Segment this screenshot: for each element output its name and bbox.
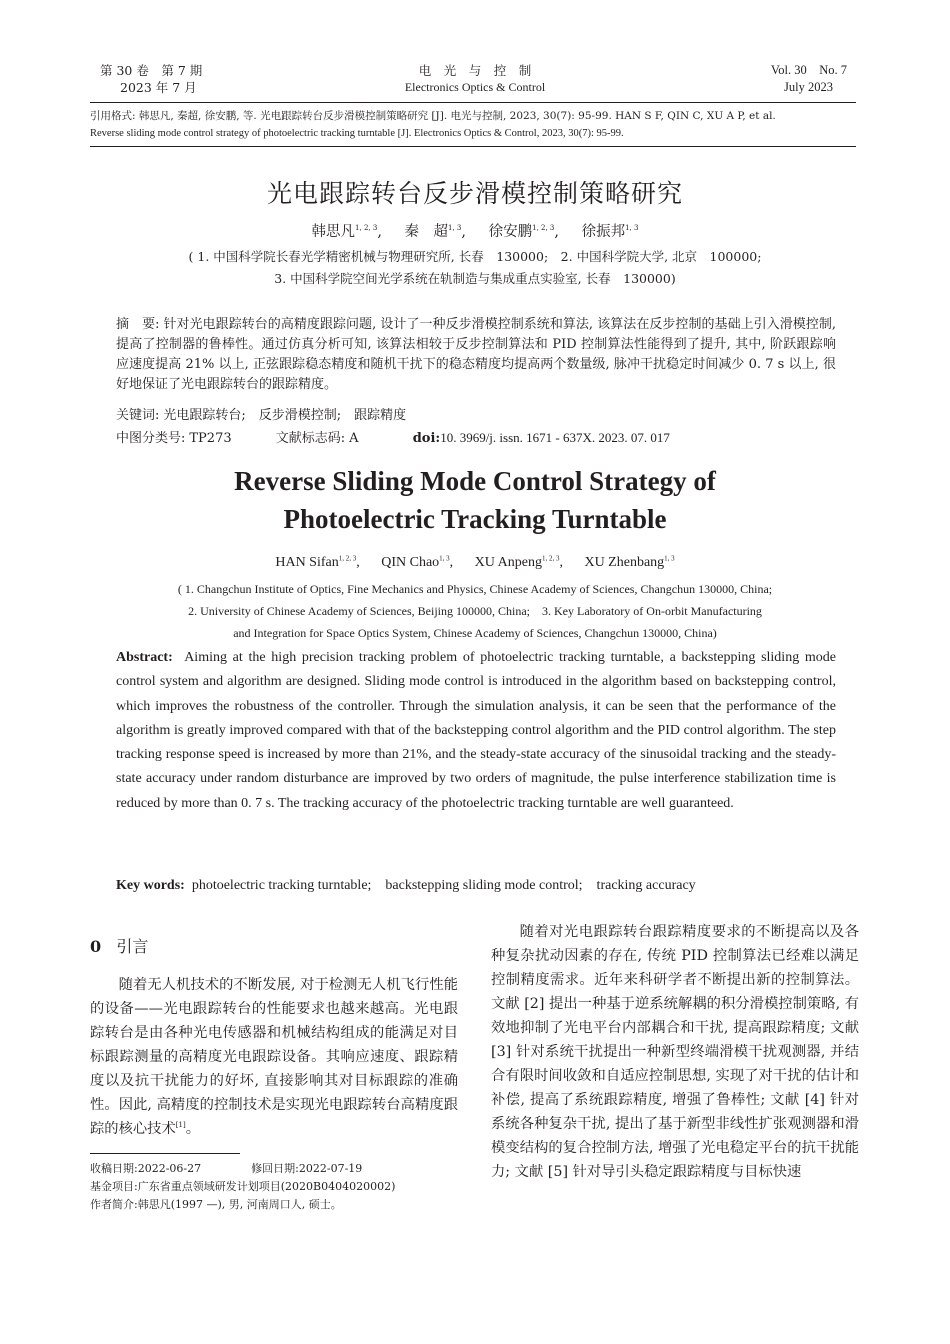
doi-value: 10. 3969/j. issn. 1671 - 637X. 2023. 07. 017 xyxy=(440,430,670,445)
footnote xyxy=(90,1160,458,1214)
footnote-bio: 作者简介:韩思凡(1997 —), 男, 河南周口人, 硕士。 xyxy=(90,1198,342,1211)
abstract-en-label: Abstract: xyxy=(116,650,173,665)
author-zh: 徐安鹏$^{1, 2, 3}$ xyxy=(488,224,555,240)
author-en: QIN Chao$^{1, 3}$ xyxy=(381,554,450,570)
clc-value: TP273 xyxy=(189,431,232,446)
keywords-en-label: Key words: xyxy=(116,878,185,893)
footnote-dates: 收稿日期:2022-06-27 修回日期:2022-07-19 xyxy=(90,1162,363,1175)
doc-code-label: 文献标志码: xyxy=(275,431,346,446)
page-title-zh: 光电跟踪转台反步滑模控制策略研究 xyxy=(266,179,683,208)
volume-issue: 第 30 卷 第 7 期 xyxy=(100,63,203,78)
abstract-zh-label: 摘 要: xyxy=(116,317,160,332)
header-rule xyxy=(90,102,856,103)
reference-marker: [1] xyxy=(175,1121,186,1130)
affiliations-en xyxy=(0,578,950,644)
abstract-en-text: Aiming at the high precision tracking problem of photoelectric tracking turntable, a backstepping sliding mode control system and algorithm are designed. Sliding mode control is introduced in the algorithm based on backstepping control, which improves the robustness of the controller. Through the simulation analysis, it can be seen that the performance of the algorithm is greatly improved compared with that of the backstepping control algorithm and the PID control algorithm. The step tracking response speed is increased by more than 21%, and the steady-state accuracy of the sinusoidal tracking and the steady-state accuracy under random disturbance are improved by two orders of magnitude, the pulse interference stabilization time is reduced by more than 0. 7 s. The tracking accuracy of the photoelectric tracking turntable are well guaranteed. xyxy=(116,650,837,811)
publish-date: 2023 年 7 月 xyxy=(120,80,197,95)
authors-en: HAN Sifan$^{1, 2, 3}$, QIN Chao$^{1, 3}$, XU Anpeng$^{1, 2, 3}$, XU Zhenbang$^{1, 3}$ xyxy=(275,554,675,570)
authors-zh: 韩思凡$^{1, 2, 3}$, 秦 超$^{1, 3}$, 徐安鹏$^{1, 2, 3}$, 徐振邦$^{1, 3}$ xyxy=(311,224,639,240)
affiliations-zh xyxy=(0,246,950,290)
abstract-zh xyxy=(116,315,836,395)
footnote-rule xyxy=(90,1153,240,1154)
keywords-zh xyxy=(116,406,836,426)
affiliation-zh-line: ( 1. 中国科学院长春光学精密机械与物理研究所, 长春 130000; 2. 中国科学院大学, 北京 100000; xyxy=(188,249,762,264)
title-en-line: Reverse Sliding Mode Control Strategy of xyxy=(234,466,716,496)
citation-rule xyxy=(90,146,856,147)
author-en: HAN Sifan$^{1, 2, 3}$ xyxy=(275,554,357,570)
page-title-en xyxy=(0,462,950,538)
doi-label: doi: xyxy=(412,431,441,446)
author-zh: 徐振邦$^{1, 3}$ xyxy=(581,224,639,240)
section-title: 引言 xyxy=(116,937,149,956)
footnote-fund: 基金项目:广东省重点领域研发计划项目(2020B0404020002) xyxy=(90,1180,396,1193)
header-right xyxy=(650,62,847,96)
header-left xyxy=(100,62,300,96)
keywords-en xyxy=(116,874,836,894)
affiliation-zh-line: 3. 中国科学院空间光学系统在轨制造与集成重点实验室, 长春 130000) xyxy=(274,271,676,286)
citation-line-1: 引用格式: 韩思凡, 秦超, 徐安鹏, 等. 光电跟踪转台反步滑模控制策略研究 [J]. 电光与控制, 2023, 30(7): 95-99. HAN S F, QIN C, XU A P, et al. xyxy=(90,110,776,122)
journal-name-en: Electronics Optics & Control xyxy=(404,80,546,94)
keywords-en-text: photoelectric tracking turntable; backstepping sliding mode control; tracking accuracy xyxy=(191,878,696,893)
affiliation-en-line: and Integration for Space Optics System, Chinese Academy of Sciences, Changchun 130000, China) xyxy=(233,626,717,640)
publish-date-en: July 2023 xyxy=(784,80,833,94)
doc-code-value: A xyxy=(349,431,359,446)
abstract-zh-text: 针对光电跟踪转台的高精度跟踪问题, 设计了一种反步滑模控制系统和算法, 该算法在反步控制的基础上引入滑模控制, 提高了控制器的鲁棒性。通过仿真分析可知, 该算法相较于反步控制算法和 PID 控制算法性能得到了提升, 其中, 阶跃跟踪响应速度提高 21% 以上, 正弦跟踪稳态精度和随机干扰下的稳态精度均提高两个数量级, 脉冲干扰稳定时间减少 0. 7 s 以上, 很好地保证了光电跟踪转台的跟踪精度。 xyxy=(116,317,836,392)
affiliation-en-line: 2. University of Chinese Academy of Sciences, Beijing 100000, China; 3. Key Laboratory of On-orbit Manufacturing xyxy=(188,604,762,618)
header-center xyxy=(335,62,615,96)
affiliation-en-line: ( 1. Changchun Institute of Optics, Fine Mechanics and Physics, Chinese Academy of Sciences, Changchun 130000, China; xyxy=(177,582,773,596)
keywords-zh-text: 光电跟踪转台; 反步滑模控制; 跟踪精度 xyxy=(163,408,407,423)
abstract-en xyxy=(116,646,836,816)
citation xyxy=(90,108,870,142)
author-en: XU Zhenbang$^{1, 3}$ xyxy=(584,554,675,570)
title-en-line: Photoelectric Tracking Turntable xyxy=(283,504,667,534)
journal-name-zh: 电 光 与 控 制 xyxy=(418,63,532,78)
author-en: XU Anpeng$^{1, 2, 3}$ xyxy=(474,554,560,570)
keywords-zh-label: 关键词: xyxy=(116,408,160,423)
classification xyxy=(116,428,836,449)
clc-label: 中图分类号: xyxy=(116,431,186,446)
intro-paragraph-2: 随着对光电跟踪转台跟踪精度要求的不断提高以及各种复杂扰动因素的存在, 传统 PID 控制算法已经难以满足控制精度需求。近年来科研学者不断提出新的控制算法。文献 [2] 提出一种基于逆系统解耦的积分滑模控制策略, 有效地抑制了光电平台内部耦合和干扰, 提高跟踪精度; 文献 [3] 针对系统干扰提出一种新型终端滑模干扰观测器, 并结合有限时间收敛和自适应控制思想, 实现了对干扰的估计和补偿, 提高了系统跟踪精度, 增强了鲁棒性; 文献 [4] 针对系统各种复杂干扰, 提出了基于新型非线性扩张观测器和滑模变结构的复合控制方法, 增强了光电稳定平台的抗干扰能力; 文献 [5] 针对导引头稳定跟踪精度与目标快速 xyxy=(491,924,859,1180)
intro-paragraph-1: 随着无人机技术的不断发展, 对于检测无人机飞行性能的设备——光电跟踪转台的性能要求也越来越高。光电跟踪转台是由各种光电传感器和机械结构组成的能满足对目标跟踪测量的高精度光电跟踪设备。其响应速度、跟踪精度以及抗干扰能力的好坏, 直接影响其对目标跟踪的准确性。因此, 高精度的控制技术是实现光电跟踪转台高精度跟踪的核心技术[1]。 xyxy=(90,977,458,1137)
citation-line-2: Reverse sliding mode control strategy of photoelectric tracking turntable [J]. Electronics Optics & Control, 2023, 30(7): 95-99. xyxy=(90,128,624,139)
author-zh: 韩思凡$^{1, 2, 3}$ xyxy=(311,224,378,240)
author-zh: 秦 超$^{1, 3}$ xyxy=(404,224,462,240)
volume-issue-en: Vol. 30 No. 7 xyxy=(770,63,847,77)
section-number: 0 xyxy=(90,937,102,956)
section-heading-intro xyxy=(90,934,450,957)
